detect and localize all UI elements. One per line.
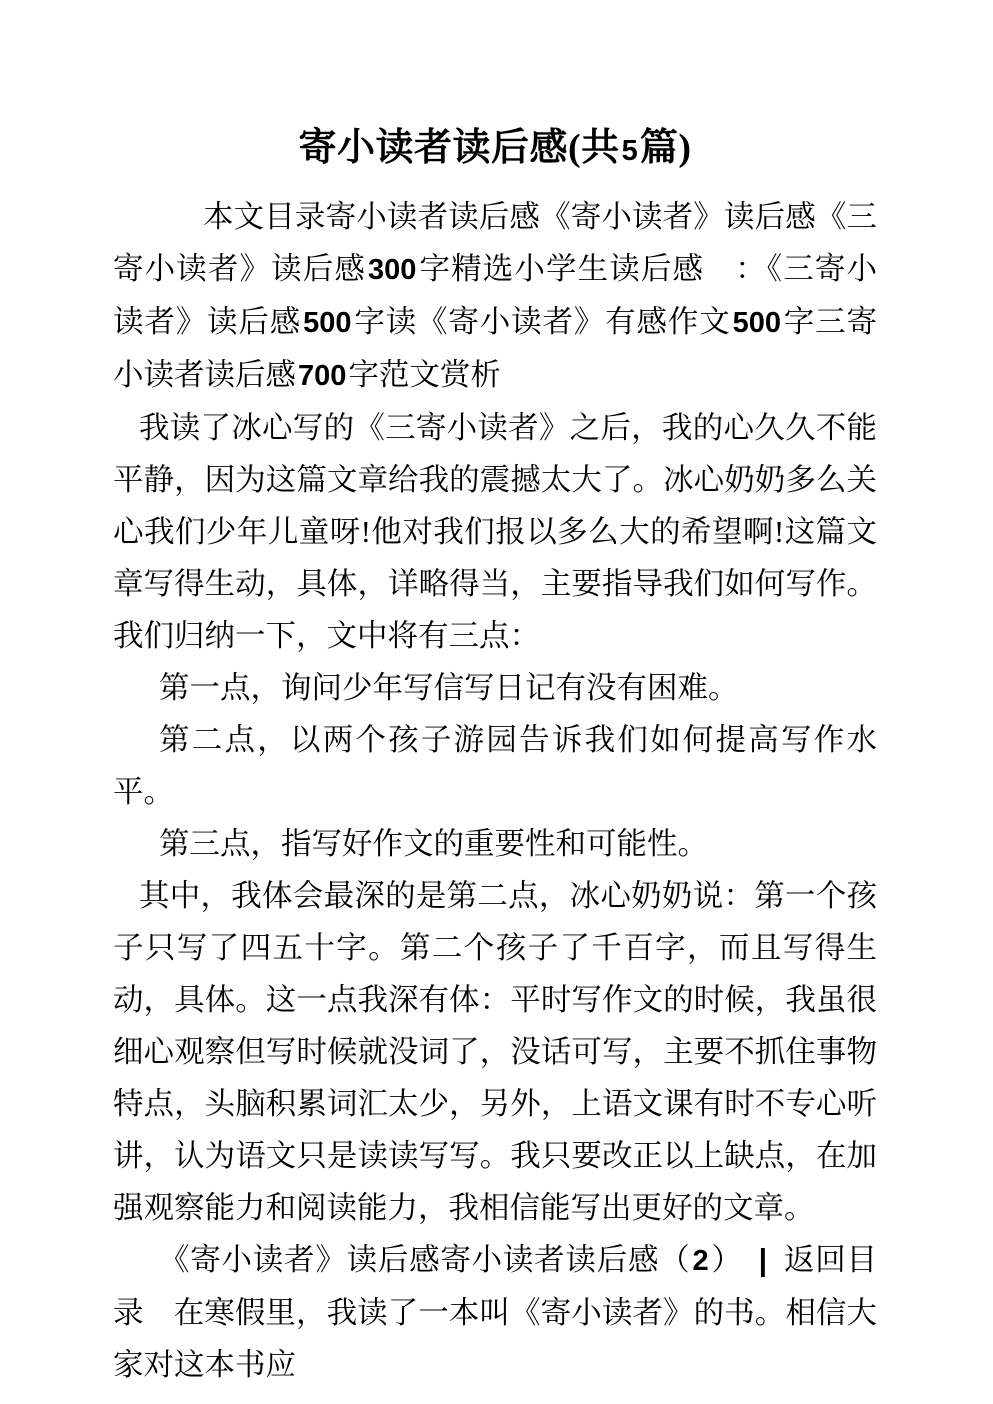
paragraph-body-2: 其中，我体会最深的是第二点，冰心奶奶说：第一个孩子只写了四五十字。第二个孩子了千百字，而且写得生动，具体。这一点我深有体：平时写作文的时候，我虽很细心观察但写时候就没词了，没话可写，主要不抓住事物特点，头脑积累词汇太少，另外，上语文课有时不专心听讲，认为语文只是读读写写。我只要改正以上缺点，在加强观察能力和阅读能力，我相信能写出更好的文章。 [113, 879, 877, 1225]
paragraph-point-3: 第三点，指写好作文的重要性和可能性。 [159, 827, 708, 861]
section-2-number: 2 [692, 1245, 709, 1277]
section-2-divider: | [758, 1243, 768, 1277]
section-2-run-8: 在寒假里，我读了一本叫《寄小读者》的书。相信大家对这本书应 [113, 1296, 878, 1382]
paragraph-point-1: 第一点，询问少年写信写日记有没有困难。 [159, 671, 739, 705]
page-title-tail: 篇) [639, 127, 692, 169]
page-title [113, 0, 877, 177]
toc-run-2: 字精选小学生读后感 [418, 252, 705, 286]
document-content [113, 0, 877, 1391]
toc-run-8: 字三寄小读者读后感 [113, 305, 878, 392]
toc-run-9: 700 [298, 360, 347, 392]
toc-run-5: 500 [303, 307, 352, 339]
paragraph-toc [113, 191, 877, 402]
toc-run-10: 字范文赏析 [348, 358, 501, 392]
section-2-run-2: ） [710, 1243, 743, 1277]
page-title-count: 5 [621, 135, 638, 167]
toc-run-6: 字读《寄小读者》有感作文 [353, 305, 731, 339]
toc-run-0: 本文目录寄小读者读后感《寄小读者》读后感《三寄小读者》读后感 [113, 200, 877, 286]
paragraph-body-3 [113, 1234, 877, 1391]
paragraph-body-1: 我读了冰心写的《三寄小读者》之后，我的心久久不能平静，因为这篇文章给我的震撼太大了。冰心奶奶多么关心我们少年儿童呀!他对我们报以多么大的希望啊!这篇文章写得生动，具体，详略得当，主要指导我们如何写作。我们归纳一下，文中将有三点： [113, 411, 877, 653]
back-to-toc-link[interactable]: 返回目录 [113, 1243, 878, 1330]
section-2-run-0: 《寄小读者》读后感寄小读者读后感（ [159, 1243, 691, 1277]
paragraph-point-2: 第二点，以两个孩子游园告诉我们如何提高写作水平。 [113, 723, 877, 809]
page-title-main: 寄小读者读后感(共 [298, 127, 620, 169]
toc-run-7: 500 [732, 307, 781, 339]
toc-run-1: 300 [368, 254, 417, 286]
toc-run-4: ：《三寄小读者》读后感 [113, 252, 878, 339]
